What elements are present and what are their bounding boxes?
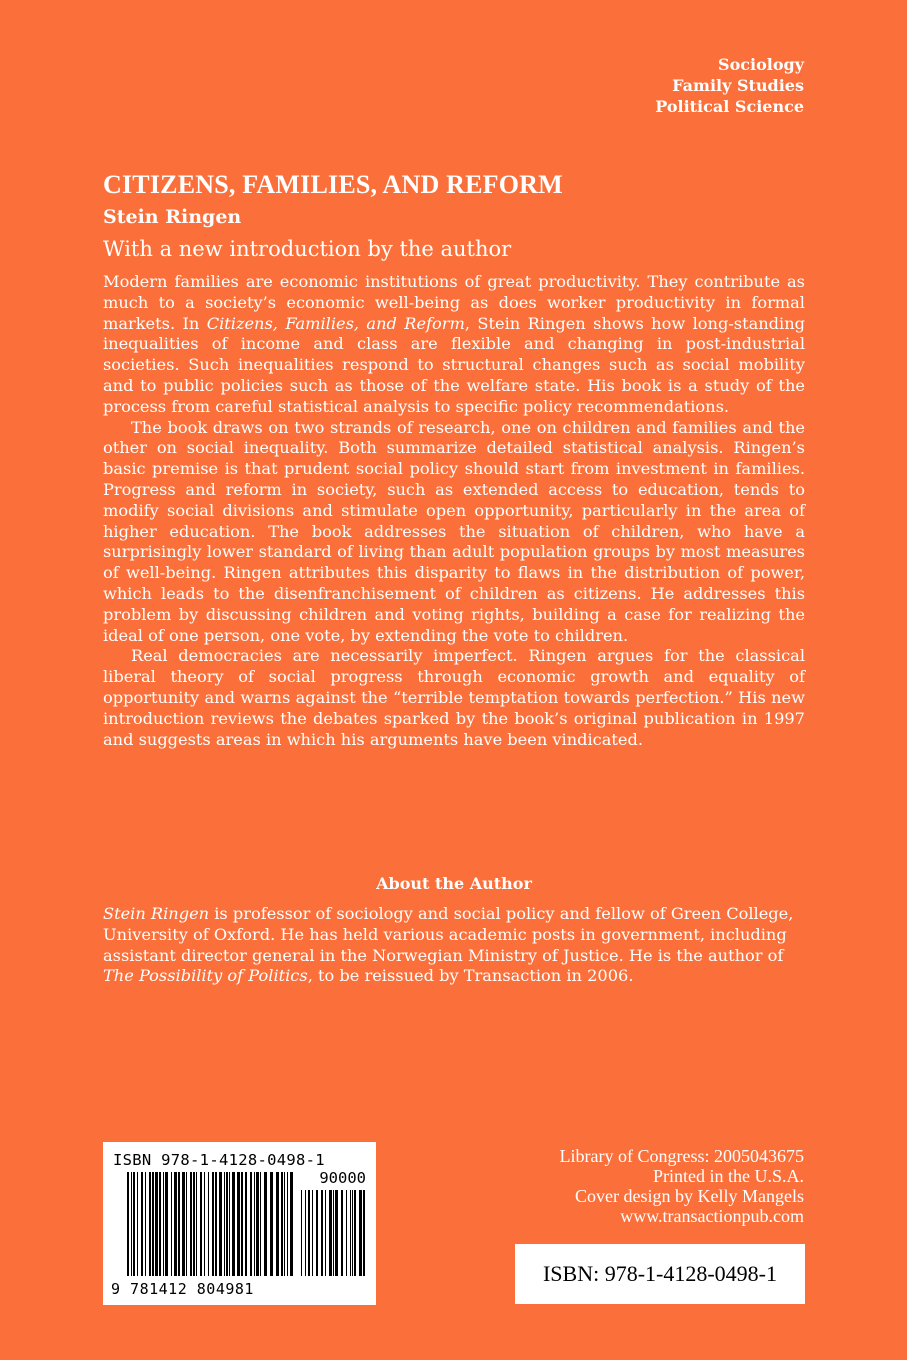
barcode-bar	[193, 1172, 195, 1276]
barcode-bar	[241, 1172, 243, 1276]
barcode-bar	[254, 1172, 255, 1276]
barcode-bar	[165, 1172, 168, 1276]
barcode-bar	[131, 1172, 132, 1276]
barcode-bar	[204, 1172, 205, 1276]
barcode-addon-bar	[350, 1190, 351, 1276]
barcode-addon-bar	[316, 1190, 318, 1276]
barcode-addon-bar	[305, 1190, 306, 1276]
barcode-bar	[182, 1172, 185, 1276]
about-book-title: The Possibility of Politics	[103, 966, 308, 986]
barcode-bar	[208, 1172, 209, 1276]
barcode-bar	[133, 1172, 135, 1276]
about-author-name: Stein Ringen	[103, 904, 210, 923]
barcode-bar	[159, 1172, 161, 1276]
barcode-addon-bar	[359, 1190, 362, 1276]
printed-in: Printed in the U.S.A.	[653, 1166, 804, 1186]
description-paragraph-1	[103, 272, 805, 418]
barcode-bar	[200, 1172, 202, 1276]
barcode-bar	[178, 1172, 180, 1276]
description-paragraph-2: The book draws on two strands of research, one on children and families and the other on social inequality. Both summarize detailed statistical analysis. Ringen’s basic premise is that prudent social policy should start from investment in families. Progress and reform in society, such as extended access to education, tends to modify social divisions and stimulate open opportunity, particularly in the area of higher education. The book addresses the situation of children, who have a surprisingly lower standard of living than adult population groups by most measures of well-being. Ringen attributes this disparity to flaws in the distribution of power, which leads to the disenfranchisement of children as citizens. He addresses this problem by discussing children and voting rights, building a case for realizing the ideal of one person, one vote, by extending the vote to children.	[103, 417, 805, 645]
subject-sociology: Sociology	[718, 55, 804, 74]
barcode-bar	[155, 1172, 158, 1276]
barcode-bar	[224, 1172, 225, 1276]
description-body	[103, 272, 805, 750]
barcode-bar	[276, 1172, 279, 1276]
barcode-bar	[260, 1172, 261, 1276]
about-author-text	[103, 904, 805, 987]
barcode-addon-bar	[346, 1190, 347, 1276]
barcode-bar	[163, 1172, 164, 1276]
about-text-a: is professor of sociology and social policy and fellow of Green College, University of Oxford. He has held various academic posts in government, including assistant director general in the Norwegian Ministry of Justice. He is the author of	[103, 904, 794, 965]
barcode-bar	[174, 1172, 177, 1276]
subject-categories	[655, 54, 804, 117]
barcode-digits: 9 781412 804981	[111, 1280, 254, 1298]
barcode-addon-bar	[301, 1190, 302, 1276]
barcode-addon-bar	[333, 1190, 334, 1276]
barcode-bar	[290, 1172, 293, 1276]
barcode-isbn-label: ISBN 978-1-4128-0498-1	[113, 1151, 325, 1169]
barcode-addon-bar	[329, 1190, 332, 1276]
barcode-addon-bar	[325, 1190, 326, 1276]
barcode-bar	[237, 1172, 240, 1276]
publisher-website: www.transactionpub.com	[620, 1206, 804, 1226]
p1-text-b: , Stein Ringen shows how long-standing inequalities of income and class are flexible and changing in post-industrial societies. Such inequalities respond to structural changes such as social mobility and to public policies such as those of the welfare state. His book is a study of the process from careful statistical analysis to specific policy recommendations.	[103, 313, 805, 416]
barcode-addon-bar	[341, 1190, 343, 1276]
barcode-box	[103, 1142, 376, 1305]
barcode-bar	[127, 1172, 129, 1276]
barcode-bar	[284, 1172, 285, 1276]
author-name: Stein Ringen	[103, 206, 242, 228]
subject-political-science: Political Science	[655, 97, 804, 116]
barcode-addon-bar	[312, 1190, 313, 1276]
barcode-addon-bar	[363, 1190, 365, 1276]
barcode-addon-bar	[335, 1190, 338, 1276]
barcode-bar	[264, 1172, 267, 1276]
library-of-congress: Library of Congress: 2005043675	[559, 1146, 804, 1166]
isbn-box: ISBN: 978-1-4128-0498-1	[515, 1244, 805, 1304]
barcode-bar	[229, 1172, 230, 1276]
barcode-bar	[232, 1172, 235, 1276]
barcode-bar	[281, 1172, 283, 1276]
barcode-bar	[219, 1172, 222, 1276]
barcode-bar	[215, 1172, 217, 1276]
barcode-bar	[256, 1172, 259, 1276]
barcode-bar	[270, 1172, 273, 1276]
barcode-bar	[137, 1172, 138, 1276]
cover-design-credit: Cover design by Kelly Mangels	[575, 1186, 804, 1206]
barcode-price-code: 90000	[319, 1169, 366, 1187]
barcode-bar	[145, 1172, 146, 1276]
barcode-bar	[190, 1172, 192, 1276]
barcode-bar	[141, 1172, 143, 1276]
about-author-heading: About the Author	[376, 874, 532, 893]
barcode-addon-bar	[308, 1190, 310, 1276]
book-title: CITIZENS, FAMILIES, AND REFORM	[103, 170, 563, 199]
p1-text-a: Modern families are economic institutions of great productivity. They contribute as much to a society’s economic well-being as does worker productivity in formal markets. In	[103, 272, 805, 333]
barcode-bar	[287, 1172, 288, 1276]
barcode-bar	[186, 1172, 187, 1276]
subject-family-studies: Family Studies	[672, 76, 804, 95]
barcode-bar	[250, 1172, 252, 1276]
intro-line: With a new introduction by the author	[103, 237, 512, 261]
barcode-addon-bar	[354, 1190, 356, 1276]
publication-info	[560, 1146, 804, 1226]
barcode-bar	[226, 1172, 228, 1276]
barcode-bar	[245, 1172, 247, 1276]
p1-book-title: Citizens, Families, and Reform	[206, 313, 465, 333]
barcode-bar	[212, 1172, 214, 1276]
description-paragraph-3: Real democracies are necessarily imperfect. Ringen argues for the classical liberal theory of social progress through economic growth and equality of opportunity and warns against the “terrible temptation towards perfection.” His new introduction reviews the debates sparked by the book’s original publication in 1997 and suggests areas in which his arguments have been vindicated.	[103, 646, 805, 749]
barcode-bar	[171, 1172, 172, 1276]
about-text-b: , to be reissued by Transaction in 2006.	[307, 966, 634, 986]
barcode-bar	[196, 1172, 197, 1276]
barcode-bar	[152, 1172, 154, 1276]
barcode-addon-bar	[321, 1190, 323, 1276]
barcode-addon-bar	[352, 1190, 353, 1276]
barcode-bar	[149, 1172, 151, 1276]
